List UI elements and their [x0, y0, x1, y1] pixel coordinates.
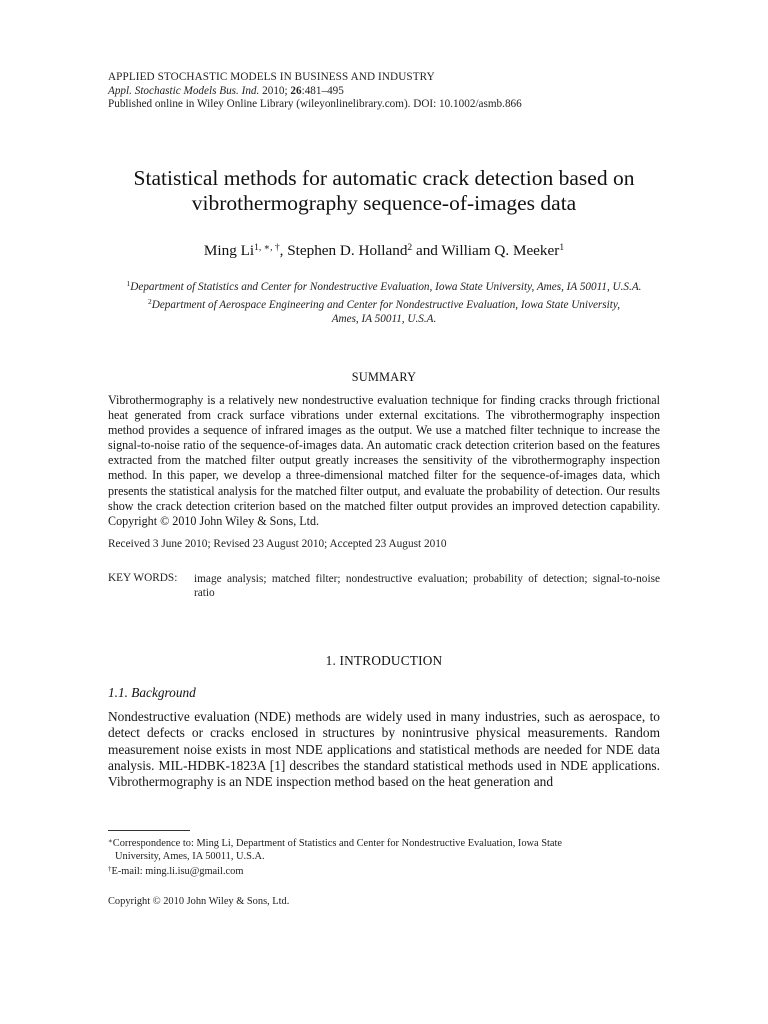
affiliations [96, 277, 672, 327]
keywords-text: image analysis; matched filter; nondestructive evaluation; probability of detection; signal-to-noise ratio [194, 573, 660, 600]
author-affil-sup: 1, ∗, † [254, 243, 280, 253]
intro-paragraph: Nondestructive evaluation (NDE) methods are widely used in many industries, such as aerospace, to detect defects or cracks enclosed in structures by nonintrusive physical measurements. Random measurement noise exists in most NDE applications and statistical methods are needed for NDE data analysis. MIL-HDBK-1823A [1] describes the standard statistical methods used in NDE applications. Vibrothermography is an NDE inspection method based on the heat generation and [108, 709, 660, 790]
footnote-correspondence [108, 835, 660, 851]
copyright-notice: Copyright © 2010 John Wiley & Sons, Ltd. [108, 896, 290, 907]
paper-title [108, 166, 660, 216]
title-line-2: vibrothermography sequence-of-images data [191, 191, 577, 215]
affiliation-marker: 1 [126, 279, 131, 288]
author-affil-sup: 1 [559, 243, 565, 253]
affiliation-2-cont: Ames, IA 50011, U.S.A. [331, 313, 437, 326]
author-name: William Q. Meeker [441, 242, 560, 259]
citation-year: 2010; [259, 84, 291, 97]
footnotes [108, 835, 660, 879]
title-line-1: Statistical methods for automatic crack detection based on [133, 166, 635, 190]
affiliation-1 [96, 277, 672, 295]
keywords-label: KEY WORDS: [108, 572, 178, 584]
affiliation-text: Department of Aerospace Engineering and Center for Nondestructive Evaluation, Iowa State University, [151, 298, 620, 311]
section-heading: 1. INTRODUCTION [325, 653, 443, 668]
author-separator: and [412, 242, 442, 259]
journal-citation [108, 85, 522, 99]
affiliation-2 [96, 295, 672, 313]
author-name: Ming Li [203, 242, 255, 259]
citation-abbrev: Appl. Stochastic Models Bus. Ind. [108, 84, 260, 97]
author-affil-sup: 2 [407, 243, 413, 253]
journal-name: APPLIED STOCHASTIC MODELS IN BUSINESS AND INDUSTRY [108, 71, 435, 83]
author-separator: , [279, 242, 288, 259]
footnote-marker: ∗ [108, 837, 113, 845]
journal-header [108, 71, 522, 112]
received-dates: Received 3 June 2010; Revised 23 August 2010; Accepted 23 August 2010 [108, 538, 447, 550]
abstract-text: Vibrothermography is a relatively new nondestructive evaluation technique for finding cracks through frictional heat generated from crack surface vibrations under external excitations. The vibrothermography inspection method provides a sequence of infrared images as the output. We use a matched filter technique to increase the signal-to-noise ratio of the sequence-of-images data. An automatic crack detection criterion based on the features extracted from the matched filter output greatly increases the sensitivity of the vibrothermography inspection method. In this paper, we develop a three-dimensional matched filter for the sequence-of-images data, which presents the statistical analysis for the matched filter output, and evaluate the probability of detection. Our results show the crack detection criterion based on the matched filter output provides an improved detection capability. Copyright © 2010 John Wiley & Sons, Ltd. [108, 393, 660, 528]
footnote-text-cont: University, Ames, IA 50011, U.S.A. [115, 850, 265, 862]
footnote-marker: † [108, 865, 112, 874]
affiliation-text: Department of Statistics and Center for Nondestructive Evaluation, Iowa State University, Ames, IA 50011, U.S.A. [130, 281, 642, 293]
subsection-heading: 1.1. Background [108, 685, 196, 700]
citation-volume: 26 [290, 84, 302, 97]
published-online-line: Published online in Wiley Online Library (wileyonlinelibrary.com). DOI: 10.1002/asmb.866 [108, 98, 522, 111]
summary-heading: SUMMARY [351, 370, 417, 384]
footnote-email [108, 863, 660, 879]
footnote-rule [108, 830, 190, 831]
footnote-text: Correspondence to: Ming Li, Department of Statistics and Center for Nondestructive Evaluation, Iowa State [112, 838, 563, 849]
citation-pages: :481–495 [301, 84, 344, 97]
footnote-email-text: E-mail: ming.li.isu@gmail.com [111, 866, 244, 878]
author-name: Stephen D. Holland [287, 242, 408, 259]
author-list [108, 242, 660, 260]
affiliation-marker: 2 [148, 296, 152, 306]
